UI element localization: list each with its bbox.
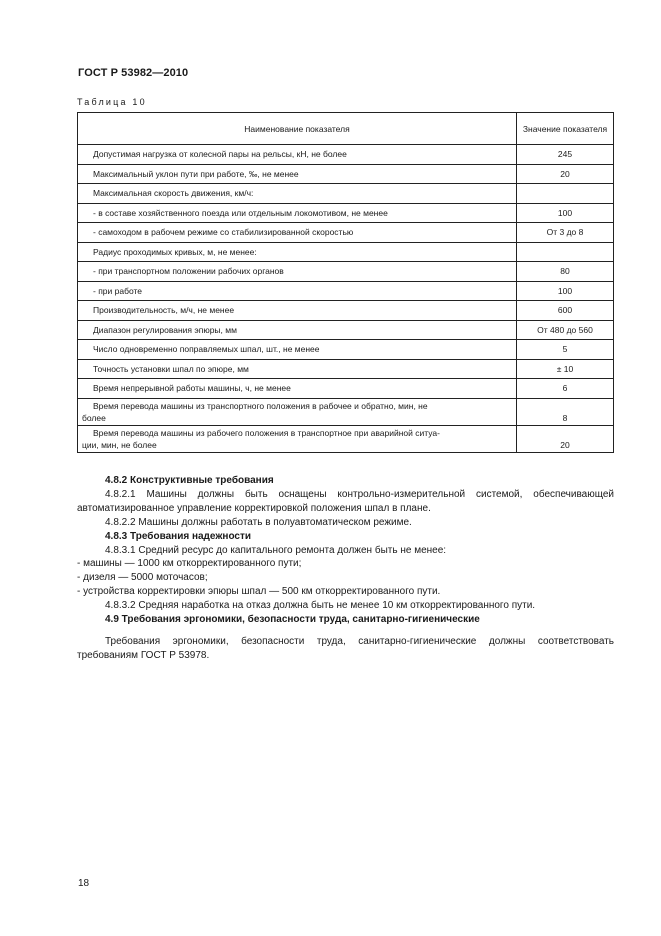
document-body — [77, 474, 614, 663]
row-name: Производительность, м/ч, не менее — [78, 301, 517, 321]
row-value — [517, 184, 614, 204]
row-value: 20 — [517, 425, 614, 452]
table-row — [78, 398, 614, 425]
table-header-row — [78, 113, 614, 145]
row-name: - при транспортном положении рабочих органов — [78, 262, 517, 282]
row-name: - в составе хозяйственного поезда или отдельным локомотивом, не менее — [78, 203, 517, 223]
list-item-diesel: - дизеля — 5000 моточасов; — [77, 572, 208, 584]
row-name: - самоходом в рабочем режиме со стабилизированной скоростью — [78, 223, 517, 243]
page-number: 18 — [78, 878, 90, 889]
list-item-device: - устройства корректировки эпюры шпал — 500 км откорректированного пути. — [77, 586, 441, 598]
table-row — [78, 184, 614, 204]
row-name: Время непрерывной работы машины, ч, не менее — [78, 379, 517, 399]
table-row — [78, 281, 614, 301]
row-name: Число одновременно поправляемых шпал, шт., не менее — [78, 340, 517, 360]
table-row — [78, 425, 614, 452]
table-row — [78, 262, 614, 282]
row-name: Допустимая нагрузка от колесной пары на рельсы, кН, не более — [78, 145, 517, 165]
table-row — [78, 320, 614, 340]
table-row — [78, 242, 614, 262]
table-row — [78, 301, 614, 321]
row-name-line-1: Время перевода машины из транспортного положения в рабочее и обратно, мин, не — [93, 400, 428, 411]
table-row — [78, 359, 614, 379]
row-value: 100 — [517, 281, 614, 301]
row-name: Максимальный уклон пути при работе, ‰, не менее — [78, 164, 517, 184]
paragraph-4-8-2-1: 4.8.2.1 Машины должны быть оснащены контрольно-измерительной системой, обеспечивающей автоматизированное управление корректировкой положения шпал в плане. — [77, 488, 614, 514]
row-name: Точность установки шпал по эпюре, мм — [78, 359, 517, 379]
paragraph-4-8-3-1: 4.8.3.1 Средний ресурс до капитального ремонта должен быть не менее: — [105, 544, 447, 556]
list-item-machines: - машины — 1000 км откорректированного пути; — [77, 558, 302, 570]
row-name — [78, 398, 517, 425]
row-value: От 480 до 560 — [517, 320, 614, 340]
paragraph-4-8-3-2: 4.8.3.2 Средняя наработка на отказ должна быть не менее 10 км откорректированного пути. — [105, 600, 536, 612]
row-name: Радиус проходимых кривых, м, не менее: — [78, 242, 517, 262]
row-value: 100 — [517, 203, 614, 223]
row-name: - при работе — [78, 281, 517, 301]
row-name — [78, 425, 517, 452]
table-row — [78, 379, 614, 399]
paragraph-4-9: Требования эргономики, безопасности труда, санитарно-гигиенические должны соответствовать требованиям ГОСТ Р 53978. — [77, 635, 614, 661]
table-row — [78, 203, 614, 223]
specifications-table — [77, 112, 614, 453]
row-name-line-1: Время перевода машины из рабочего положения в транспортное при аварийной ситуа- — [93, 427, 440, 438]
document-header-title: ГОСТ Р 53982—2010 — [78, 67, 189, 79]
column-header-name: Наименование показателя — [78, 113, 517, 145]
row-name: Максимальная скорость движения, км/ч: — [78, 184, 517, 204]
row-name: Диапазон регулирования эпюры, мм — [78, 320, 517, 340]
table-row — [78, 145, 614, 165]
row-value: 80 — [517, 262, 614, 282]
row-value: 600 — [517, 301, 614, 321]
row-value: 5 — [517, 340, 614, 360]
section-heading-4-9: 4.9 Требования эргономики, безопасности труда, санитарно-гигиенические — [105, 614, 480, 626]
table-row — [78, 223, 614, 243]
row-value: ± 10 — [517, 359, 614, 379]
row-value: 245 — [517, 145, 614, 165]
section-heading-4-8-3: 4.8.3 Требования надежности — [105, 530, 252, 542]
row-name-line-2: ции, мин, не более — [82, 439, 157, 450]
row-value: 20 — [517, 164, 614, 184]
paragraph-4-8-2-2: 4.8.2.2 Машины должны работать в полуавтоматическом режиме. — [105, 516, 412, 528]
row-name-line-2: более — [82, 412, 106, 423]
table-row — [78, 164, 614, 184]
row-value — [517, 242, 614, 262]
section-heading-4-8-2: 4.8.2 Конструктивные требования — [105, 475, 274, 486]
table-row — [78, 340, 614, 360]
row-value: От 3 до 8 — [517, 223, 614, 243]
table-caption: Таблица 10 — [77, 97, 147, 107]
row-value: 6 — [517, 379, 614, 399]
column-header-value: Значение показателя — [517, 113, 614, 145]
row-value: 8 — [517, 398, 614, 425]
